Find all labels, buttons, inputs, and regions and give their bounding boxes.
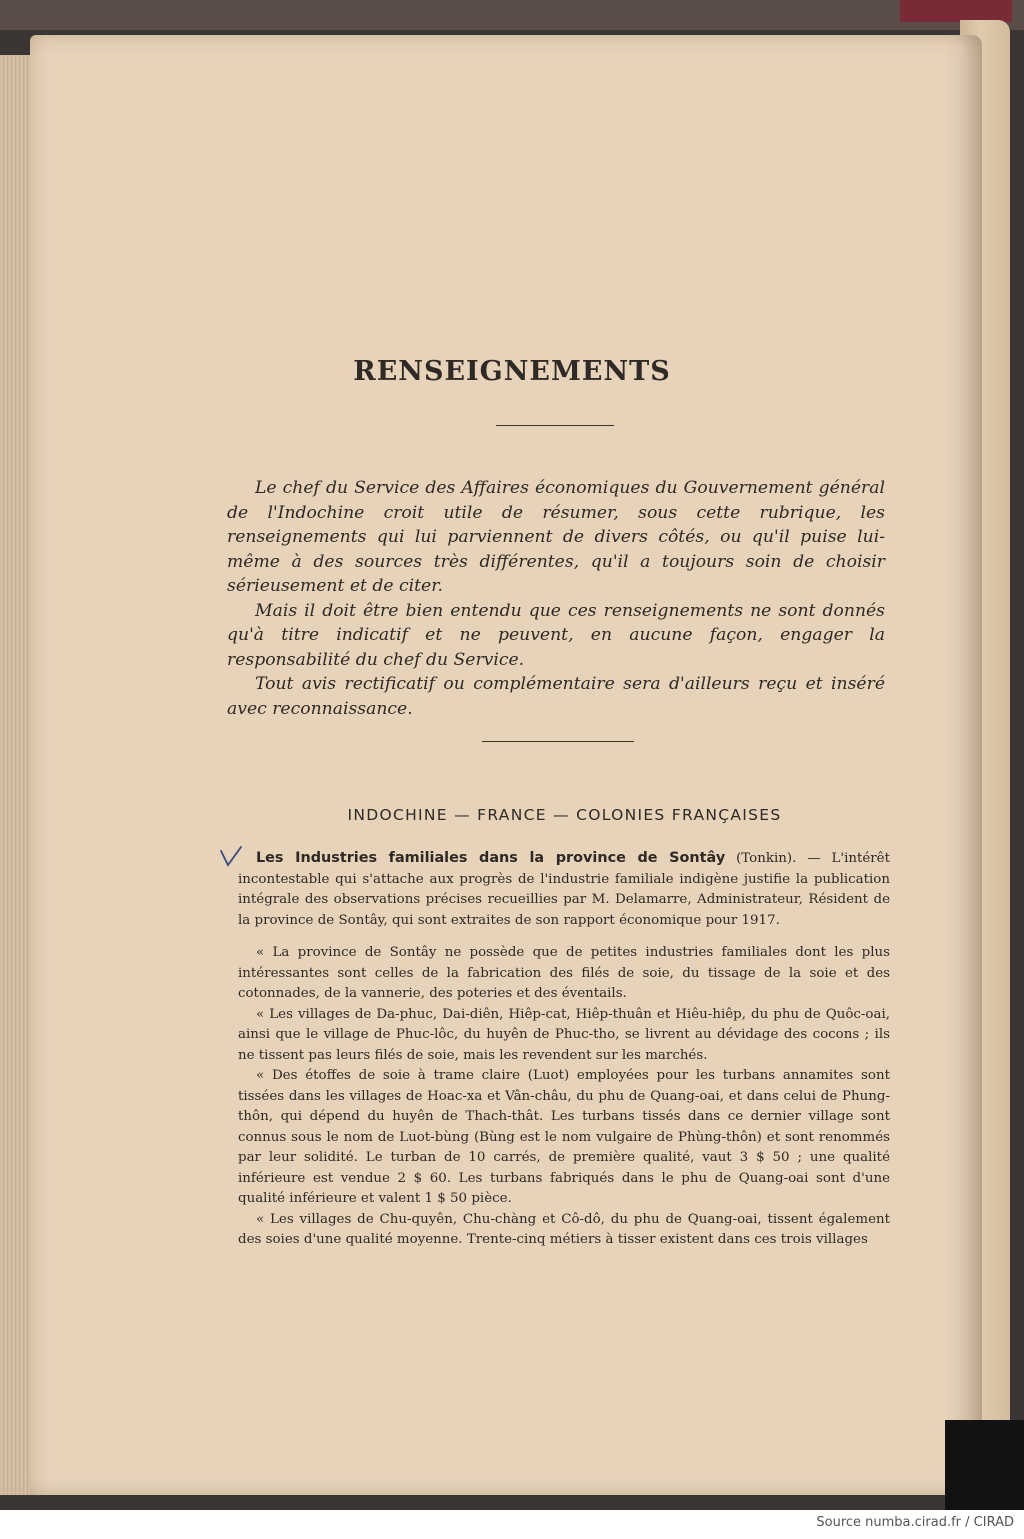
intro-paragraph: Le chef du Service des Affaires économiques du Gouvernement général de l'Indochine croit utile de résumer, sous cette rubrique, les renseignements qui lui parviennent de divers côtés, ou qu'il puise lui-même à des sources très différentes, qu'il a toujours soin de choisir sérieusement et de citer.: [227, 478, 885, 596]
scan-corner: [945, 1420, 1024, 1510]
book-binding: [900, 0, 1012, 22]
article: [238, 848, 890, 1251]
article-lead-text: (Tonkin). — L'intérêt incontestable qui s'attache aux progrès de l'industrie familiale indigène justifie la publication intégrale des observations précises recueillies par M. Delamarre, Administrateur, Résident de la province de Sontây, qui sont extraites de son rapport économique pour 1917.: [238, 851, 890, 928]
book-page: [30, 35, 982, 1495]
article-heading: Les Industries familiales dans la province de Sontây: [256, 850, 726, 866]
article-paragraph: « Les villages de Chu-quyên, Chu-chàng et Cô-dô, du phu de Quang-oai, tissent également des soies d'une qualité moyenne. Trente-cinq métiers à tisser existent dans ces trois villages: [238, 1211, 890, 1247]
intro-block: [227, 476, 885, 721]
article-paragraph: « La province de Sontây ne possède que de petites industries familiales dont les plus intéressantes sont celles de la fabrication des filés de soie, du tissage de la soie et des cotonnades, de la vannerie, des poteries et des éventails.: [238, 945, 890, 1001]
page-title: RENSEIGNEMENTS: [353, 356, 671, 387]
section-heading: INDOCHINE — FRANCE — COLONIES FRANÇAISES: [347, 806, 782, 824]
article-lead: [238, 848, 890, 931]
intro-paragraph: Tout avis rectificatif ou complémentaire sera d'ailleurs reçu et inséré avec reconnaissance.: [227, 674, 885, 719]
title-rule: [496, 425, 614, 426]
article-paragraph: « Les villages de Da-phuc, Dai-diên, Hiêp-cat, Hiêp-thuân et Hiêu-hiêp, du phu de Quôc-oai, ainsi que le village de Phuc-lôc, du huyên de Phuc-tho, se livrent au dévidage des cocons ; ils ne tissent pas leurs filés de soie, mais les revendent sur les marchés.: [238, 1006, 890, 1063]
article-paragraph: « Des étoffes de soie à trame claire (Luot) employées pour les turbans annamites sont tissées dans les villages de Hoac-xa et Vân-châu, du phu de Quang-oai, et dans celui de Phung-thôn, qui dépend du huyên de Thach-thât. Les turbans tissés dans ce dernier village sont connus sous le nom de Luot-bùng (Bùng est le nom vulgaire de Phùng-thôn) et sont renommés par leur solidité. Le turban de 10 carrés, de première qualité, vaut 3 $ 50 ; une qualité inférieure est vendue 2 $ 60. Les turbans fabriqués dans le phu de Quang-oai sont d'une qualité inférieure et valent 1 $ 50 pièce.: [238, 1068, 890, 1206]
book-top-edge: [0, 0, 1024, 30]
source-credit: Source numba.cirad.fr / CIRAD: [816, 1515, 1014, 1530]
intro-paragraph: Mais il doit être bien entendu que ces renseignements ne sont donnés qu'à titre indicatif et ne peuvent, en aucune façon, engager la responsabilité du chef du Service.: [227, 600, 885, 670]
intro-rule: [482, 741, 634, 742]
